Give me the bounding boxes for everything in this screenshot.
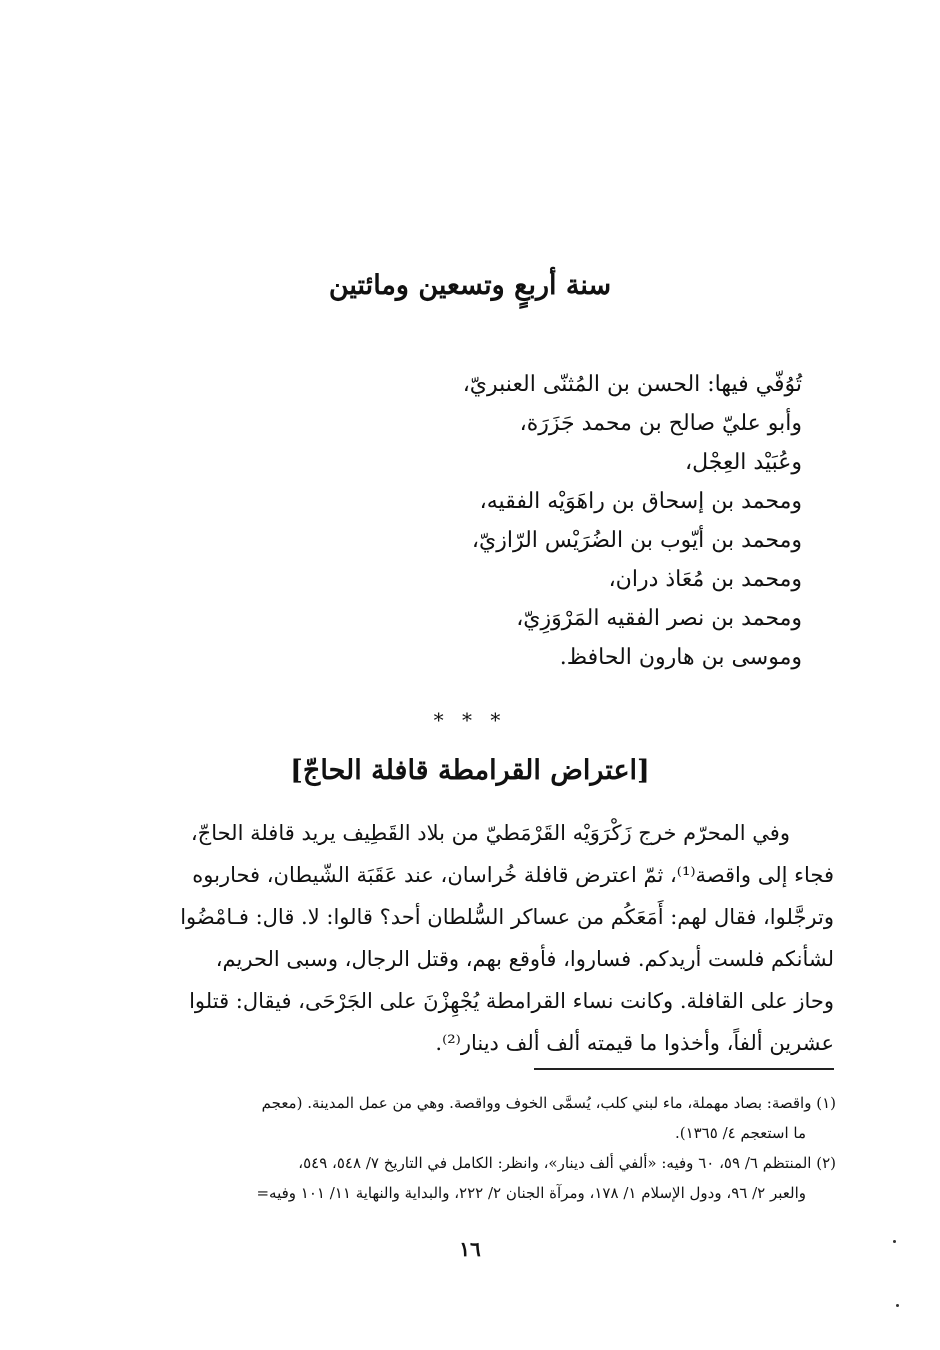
deaths-list [242,365,802,677]
death-entry: ومحمد بن مُعَاذ دران، [608,567,802,592]
body-line: فجاء إلى واقصة⁽¹⁾، ثمّ اعترض قافلة خُراسان، عند عَقَبَة الشّيطان، فحاربوه [192,863,834,887]
footnotes [104,1088,836,1208]
footnote-line: (١) واقصة: بصاد مهملة، ماء لبني كلب، يُسمَّى الخوف وواقصة. وهي من عمل المدينة. (معجم [261,1094,836,1112]
body-line: عشرين ألفاً، وأخذوا ما قيمته ألف ألف دينار⁽²⁾. [435,1031,834,1055]
body-line: لشأنكم فلست أريدكم. فساروا، فأوقع بهم، وقتل الرجال، وسبى الحريم، [215,947,834,971]
body-line: وفي المحرّم خرج زَكْرَوَيْه القَرْمَطيّ من بلاد القَطِيف يريد قافلة الحاجّ، [190,821,790,845]
death-entry: وعُبَيْد العِجْل، [685,450,802,475]
footnote-divider [534,1068,834,1070]
death-entry: ومحمد بن أيّوب بن الضُرَيْس الرّازيّ، [471,528,802,553]
section-title: [اعتراض القرامطة قافلة الحاجّ] [290,755,650,786]
body-line: وترجَّلوا، فقال لهم: أَمَعَكُم من عساكر السُّلطان أحد؟ قالوا: لا. قال: فـامْضُوا [180,905,834,929]
death-entry: ومحمد بن إسحاق بن راهَوَيْه الفقيه، [479,489,802,514]
body-paragraph [124,812,834,1064]
death-entry: وأبو عليّ صالح بن محمد جَزَرَة، [519,411,802,436]
death-entry: وموسى بن هارون الحافظ. [559,645,802,670]
section-separator: * * * [433,708,507,732]
footnote-line: ما استعجم ٤/ ١٣٦٥). [674,1124,806,1142]
page-number: ١٦ [459,1237,481,1261]
footnote-line: (٢) المنتظم ٦/ ٥٩، ٦٠ وفيه: «ألفي ألف دينار»، وانظر: الكامل في التاريخ ٧/ ٥٤٨، ٥٤٩، [298,1154,836,1172]
scan-speck [893,1240,896,1243]
death-entry: ومحمد بن نصر الفقيه المَرْوَزِيّ، [516,606,802,631]
death-entry: تُوُفّي فيها: الحسن بن المُثنّى العنبريّ، [462,372,802,397]
footnote-line: والعبر ٢/ ٩٦، ودول الإسلام ١/ ١٧٨، ومرآة الجنان ٢/ ٢٢٢، والبداية والنهاية ١١/ ١٠١ وفيه= [256,1184,806,1202]
year-heading: سنة أربعٍ وتسعين ومائتين [328,270,612,301]
scan-speck [896,1304,899,1307]
body-line: وحاز على القافلة. وكانت نساء القرامطة يُجْهِزْنَ على الجَرْحَى، فيقال: قتلوا [189,989,834,1013]
